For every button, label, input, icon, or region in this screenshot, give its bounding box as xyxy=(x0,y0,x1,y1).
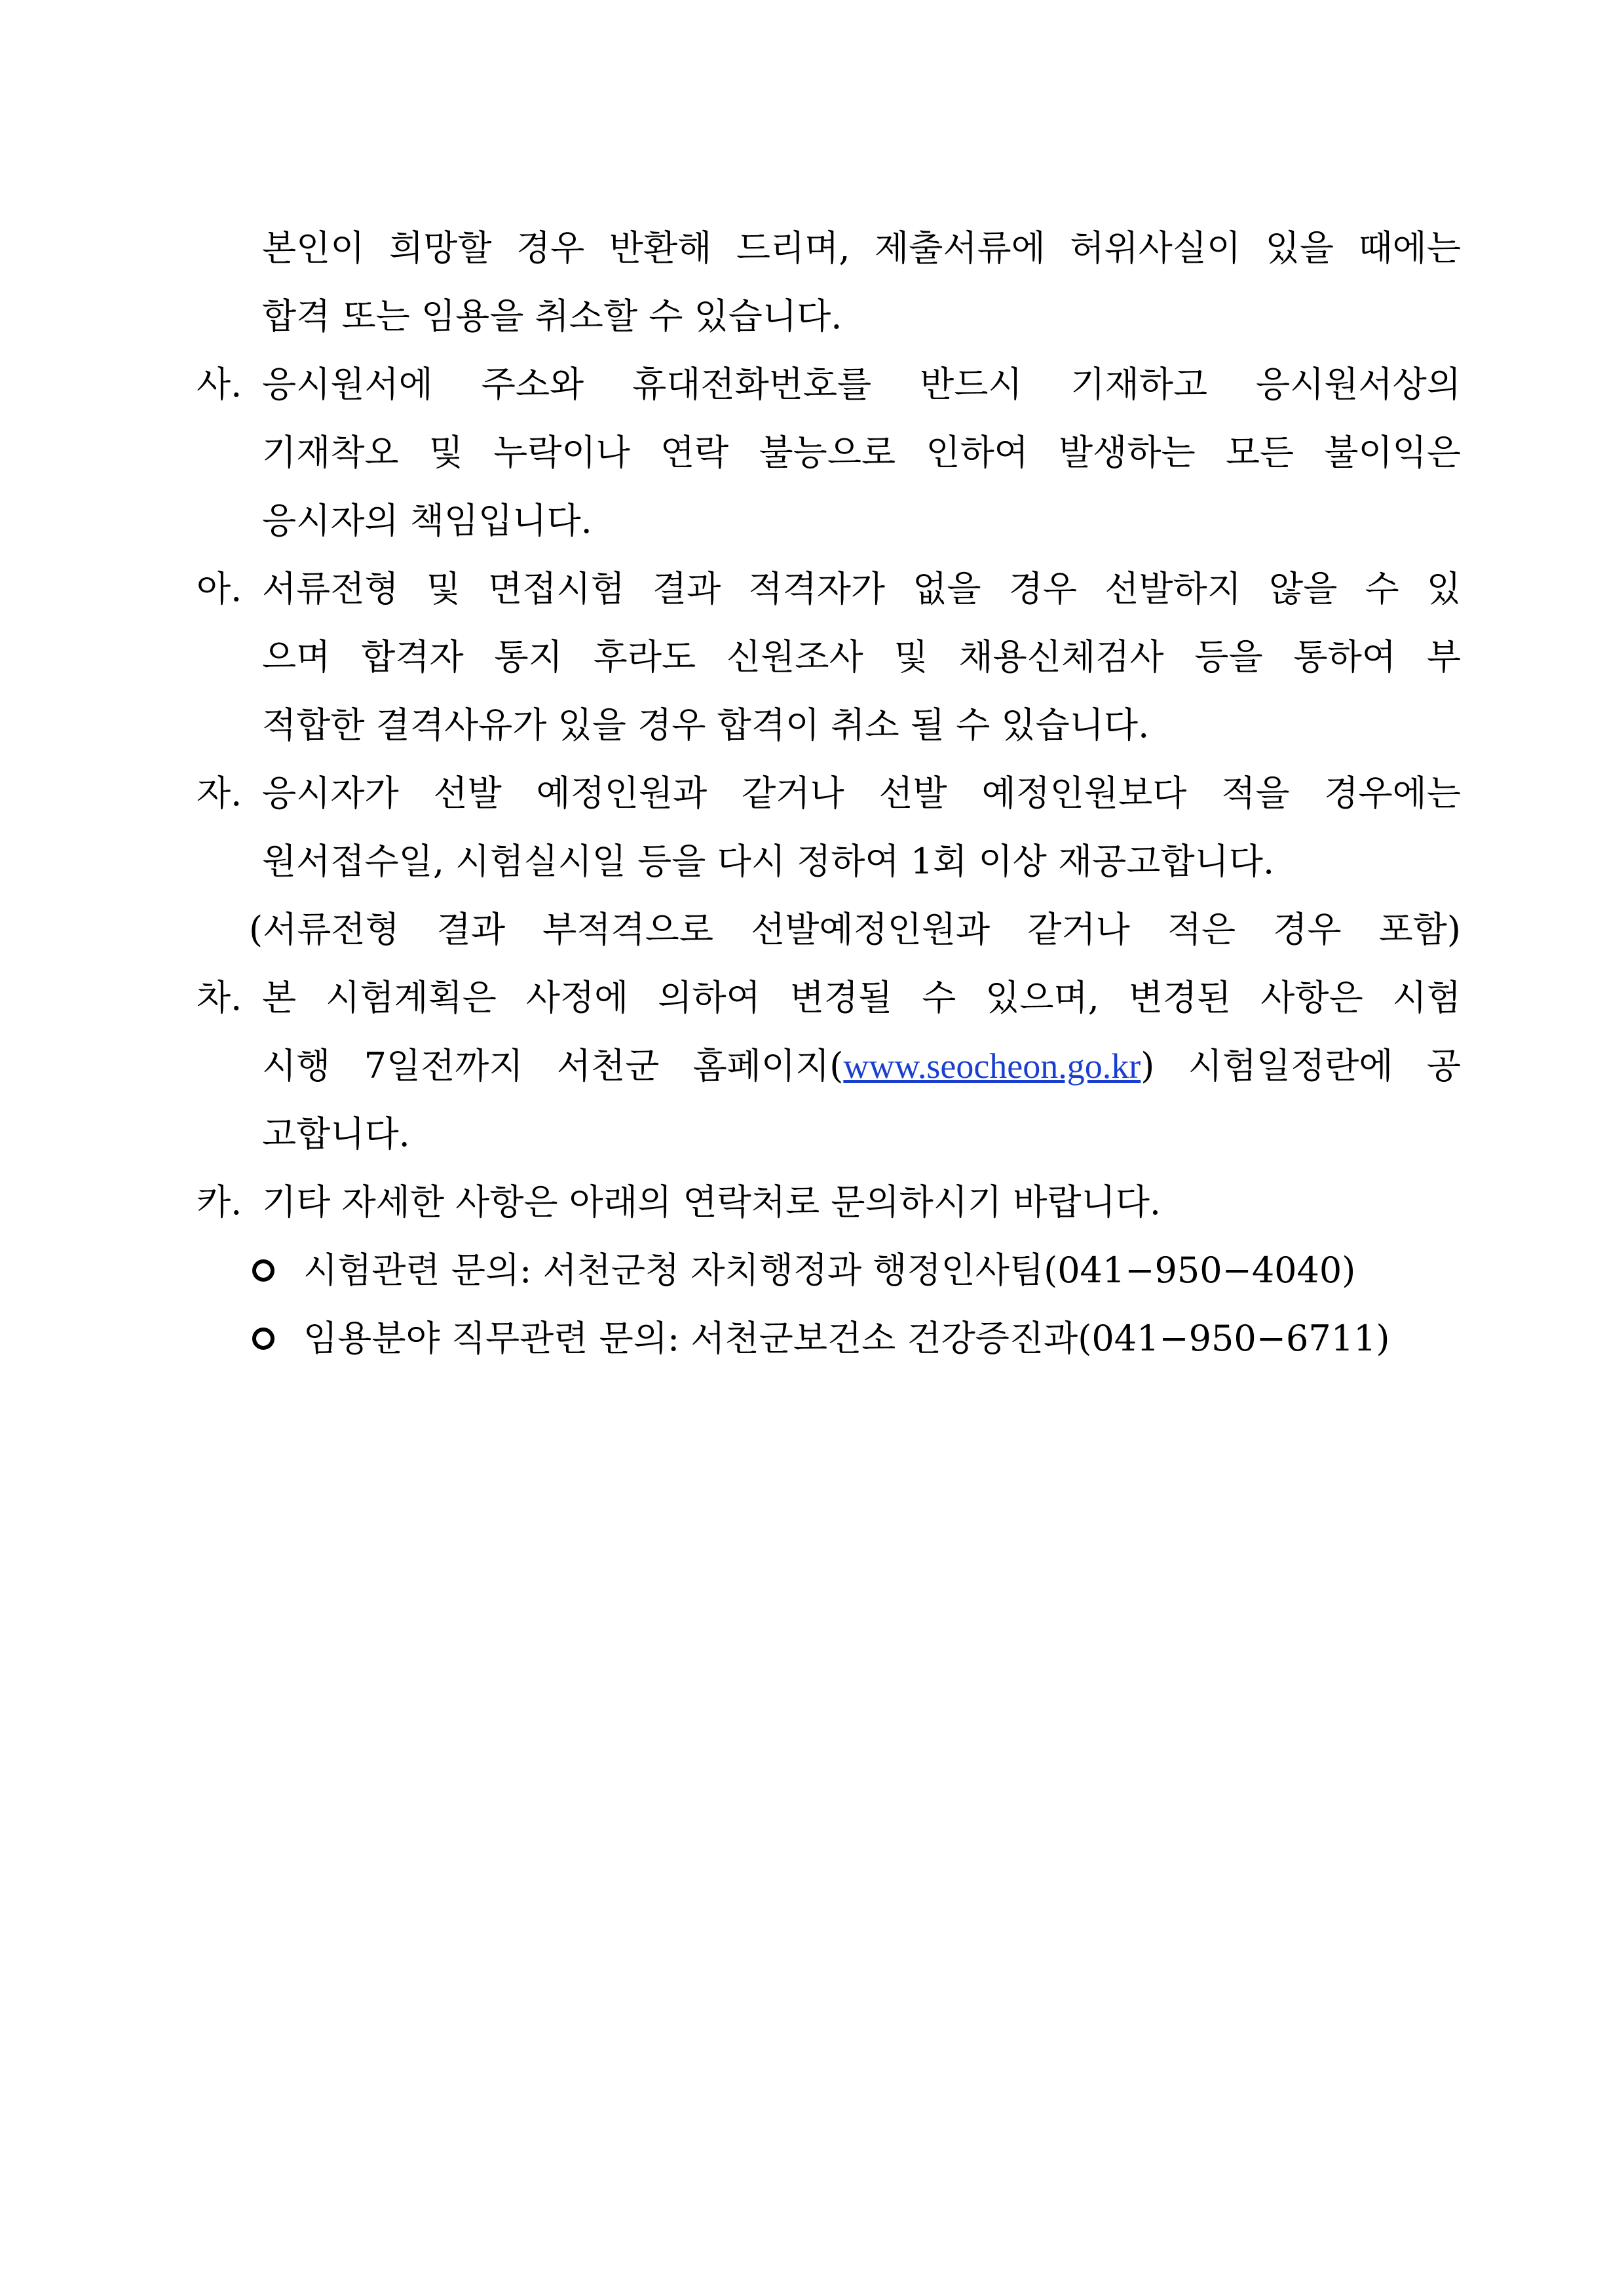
item-f-line-1: 본인이 희망할 경우 반환해 드리며, 제출서류에 허위사실이 있을 때에는 xyxy=(262,227,1461,269)
item-sa-line-3: 응시자의 책임입니다. xyxy=(262,500,592,541)
item-cha-line-2-before: 시행 7일전까지 서천군 홈페이지( xyxy=(262,1045,844,1086)
item-f-line-2: 합격 또는 임용을 취소할 수 있습니다. xyxy=(262,296,842,337)
item-sa-line-1: 응시원서에 주소와 휴대전화번호를 반드시 기재하고 응시원서상의 xyxy=(262,364,1461,405)
homepage-link[interactable]: www.seocheon.go.kr xyxy=(843,1046,1141,1086)
item-cha-line-3: 고합니다. xyxy=(262,1113,410,1155)
item-ja-line-1: 응시자가 선발 예정인원과 같거나 선발 예정인원보다 적을 경우에는 xyxy=(262,773,1461,814)
contact-exam-text: 시험관련 문의: 서천군청 자치행정과 행정인사팀(041−950−4040) xyxy=(303,1250,1356,1291)
item-cha-line-1: 본 시험계획은 사정에 의하여 변경될 수 있으며, 변경된 사항은 시험 xyxy=(262,977,1461,1018)
circle-bullet-icon xyxy=(252,1259,274,1282)
item-a-line-3: 적합한 결격사유가 있을 경우 합격이 취소 될 수 있습니다. xyxy=(262,704,1150,746)
item-ja-marker: 자. xyxy=(197,773,242,814)
item-a-line-1: 서류전형 및 면접시험 결과 적격자가 없을 경우 선발하지 않을 수 있 xyxy=(262,568,1461,609)
item-cha-marker: 차. xyxy=(197,977,242,1018)
item-ja-line-3: (서류전형 결과 부적격으로 선발예정인원과 같거나 적은 경우 포함) xyxy=(249,909,1461,950)
item-a-line-2: 으며 합격자 통지 후라도 신원조사 및 채용신체검사 등을 통하여 부 xyxy=(262,636,1461,678)
circle-bullet-icon xyxy=(252,1328,274,1350)
contact-duty xyxy=(252,1305,1464,1373)
item-cha-line-2 xyxy=(262,1032,1461,1100)
contact-exam xyxy=(252,1236,1464,1305)
item-sa-marker: 사. xyxy=(197,364,242,405)
item-ka-marker: 카. xyxy=(197,1181,242,1223)
item-ja-line-2: 원서접수일, 시험실시일 등을 다시 정하여 1회 이상 재공고합니다. xyxy=(262,841,1275,882)
item-cha-line-2-after: ) 시험일정란에 공 xyxy=(1141,1045,1461,1086)
item-sa-line-2: 기재착오 및 누락이나 연락 불능으로 인하여 발생하는 모든 불이익은 xyxy=(262,432,1461,473)
item-ka-line-1: 기타 자세한 사항은 아래의 연락처로 문의하시기 바랍니다. xyxy=(262,1181,1161,1223)
item-a-marker: 아. xyxy=(197,568,242,609)
contact-duty-text: 임용분야 직무관련 문의: 서천군보건소 건강증진과(041−950−6711) xyxy=(303,1318,1390,1359)
